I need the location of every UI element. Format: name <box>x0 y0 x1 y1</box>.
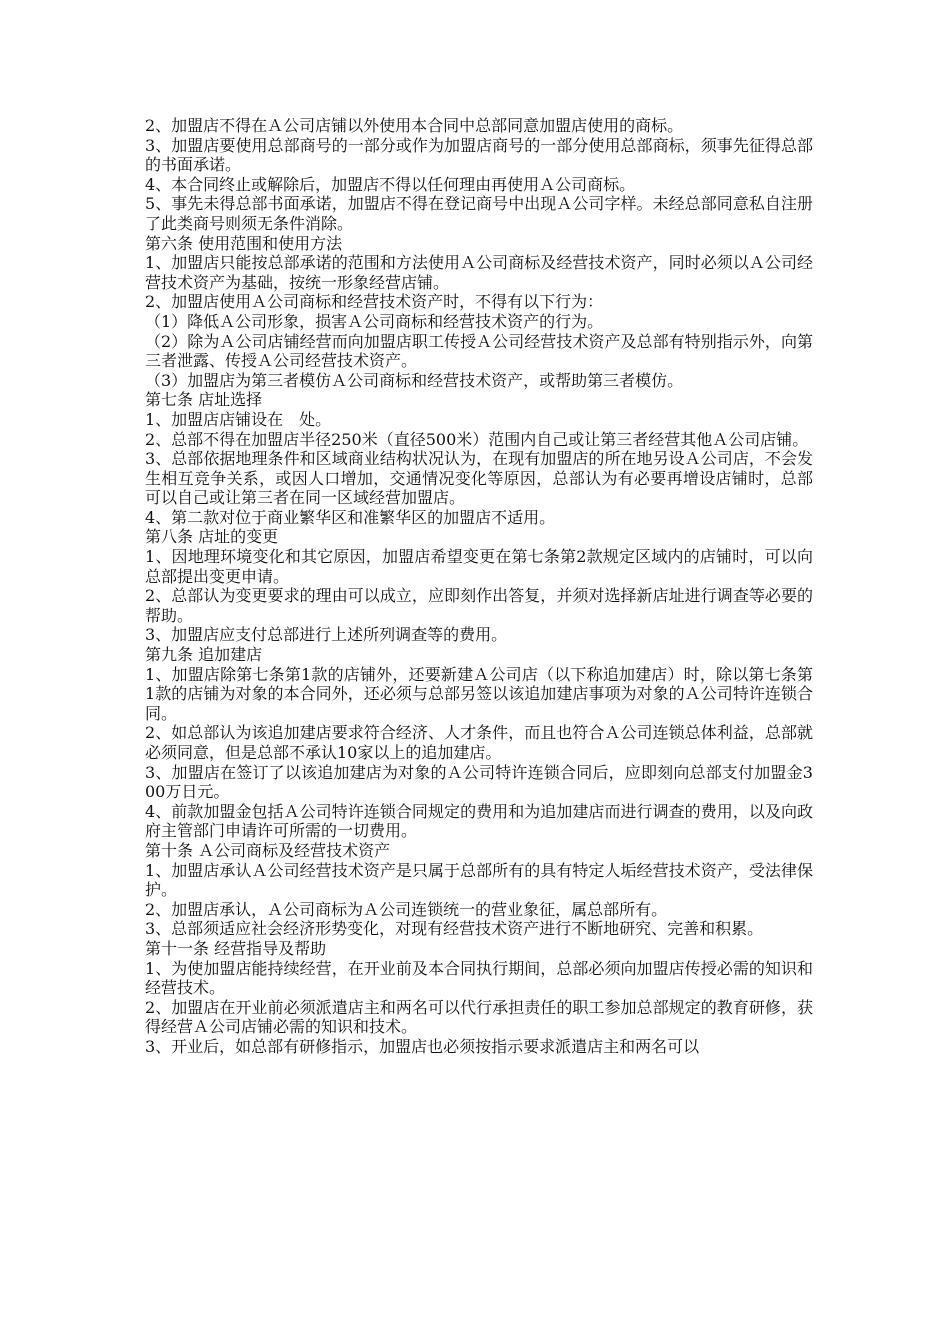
paragraph: 3、加盟店要使用总部商号的一部分或作为加盟店商号的一部分使用总部商标，须事先征得总部的书面承诺。 <box>145 135 813 175</box>
paragraph: 4、前款加盟金包括Ａ公司特许连锁合同规定的费用和为追加建店而进行调查的费用，以及向政府主管部门申请许可所需的一切费用。 <box>145 801 813 841</box>
document-body <box>145 116 813 1057</box>
paragraph: 2、加盟店不得在Ａ公司店铺以外使用本合同中总部同意加盟店使用的商标。 <box>145 116 684 135</box>
paragraph: 3、加盟店在签订了以该追加建店为对象的Ａ公司特许连锁合同后，应即刻向总部支付加盟金300万日元。 <box>145 762 813 802</box>
article-heading: 第九条 追加建店 <box>145 645 263 665</box>
paragraph: 1、因地理环境变化和其它原因，加盟店希望变更在第七条第2款规定区域内的店铺时，可以向总部提出变更申请。 <box>145 547 813 586</box>
paragraph: 2、总部不得在加盟店半径250米（直径500米）范围内自己或让第三者经营其他Ａ公司店铺。 <box>145 429 809 449</box>
paragraph: 1、加盟店承认Ａ公司经营技术资产是只属于总部所有的具有特定人垢经营技术资产，受法律保护。 <box>145 860 813 900</box>
paragraph: 3、总部须适应社会经济形势变化，对现有经营技术资产进行不断地研究、完善和积累。 <box>145 919 764 939</box>
paragraph: （3）加盟店为第三者模仿Ａ公司商标和经营技术资产，或帮助第三者模仿。 <box>145 370 684 390</box>
paragraph: 2、总部认为变更要求的理由可以成立，应即刻作出答复，并须对选择新店址进行调查等必要的帮助。 <box>145 586 813 625</box>
article-heading: 第七条 店址选择 <box>145 390 263 410</box>
paragraph: （1）降低Ａ公司形象，损害Ａ公司商标和经营技术资产的行为。 <box>145 311 604 331</box>
paragraph: 3、加盟店应支付总部进行上述所列调查等的费用。 <box>145 625 508 645</box>
paragraph: 2、如总部认为该追加建店要求符合经济、人才条件，而且也符合Ａ公司连锁总体利益，总部就必须同意，但是总部不承认10家以上的追加建店。 <box>145 723 813 762</box>
paragraph: 2、加盟店在开业前必须派遣店主和两名可以代行承担责任的职工参加总部规定的教育研修，获得经营Ａ公司店铺必需的知识和技术。 <box>145 997 813 1037</box>
paragraph: 2、加盟店承认，Ａ公司商标为Ａ公司连锁统一的营业象征，属总部所有。 <box>145 899 668 919</box>
paragraph: 4、本合同终止或解除后，加盟店不得以任何理由再使用Ａ公司商标。 <box>145 174 636 194</box>
paragraph: 1、加盟店除第七条第1款的店铺外，还要新建Ａ公司店（以下称追加建店）时，除以第七条第1款的店铺为对象的本合同外，还必须与总部另签以该追加建店事项为对象的Ａ公司特许连锁合同。 <box>145 664 813 723</box>
paragraph: 5、事先未得总部书面承诺，加盟店不得在登记商号中出现Ａ公司字样。未经总部同意私自注册了此类商号则须无条件消除。 <box>145 194 813 233</box>
paragraph: （2）除为Ａ公司店铺经营而向加盟店职工传授Ａ公司经营技术资产及总部有特别指示外，向第三者泄露、传授Ａ公司经营技术资产。 <box>145 331 813 371</box>
article-heading: 第八条 店址的变更 <box>145 527 279 547</box>
paragraph: 4、第二款对位于商业繁华区和准繁华区的加盟店不适用。 <box>145 507 556 527</box>
paragraph: 3、开业后，如总部有研修指示，加盟店也必须按指示要求派遣店主和两名可以 <box>145 1036 700 1056</box>
article-heading: 第十条 Ａ公司商标及经营技术资产 <box>145 840 391 860</box>
paragraph: 3、总部依据地理条件和区域商业结构状况认为，在现有加盟店的所在地另设Ａ公司店，不会发生相互竞争关系，或因人口增加，交通情况变化等原因，总部认为有必要再增设店铺时，总部可以自己或让第三者在同一区域经营加盟店。 <box>145 449 813 508</box>
article-heading: 第十一条 经营指导及帮助 <box>145 938 327 958</box>
paragraph: 1、为使加盟店能持续经营，在开业前及本合同执行期间，总部必须向加盟店传授必需的知识和经营技术。 <box>145 958 813 998</box>
article-heading: 第六条 使用范围和使用方法 <box>145 233 343 253</box>
paragraph: 1、加盟店只能按总部承诺的范围和方法使用Ａ公司商标及经营技术资产，同时必须以Ａ公司经营技术资产为基础，按统一形象经营店铺。 <box>145 253 813 292</box>
paragraph: 2、加盟店使用Ａ公司商标和经营技术资产时，不得有以下行为： <box>145 292 604 312</box>
paragraph: 1、加盟店店铺设在 处。 <box>145 409 332 429</box>
